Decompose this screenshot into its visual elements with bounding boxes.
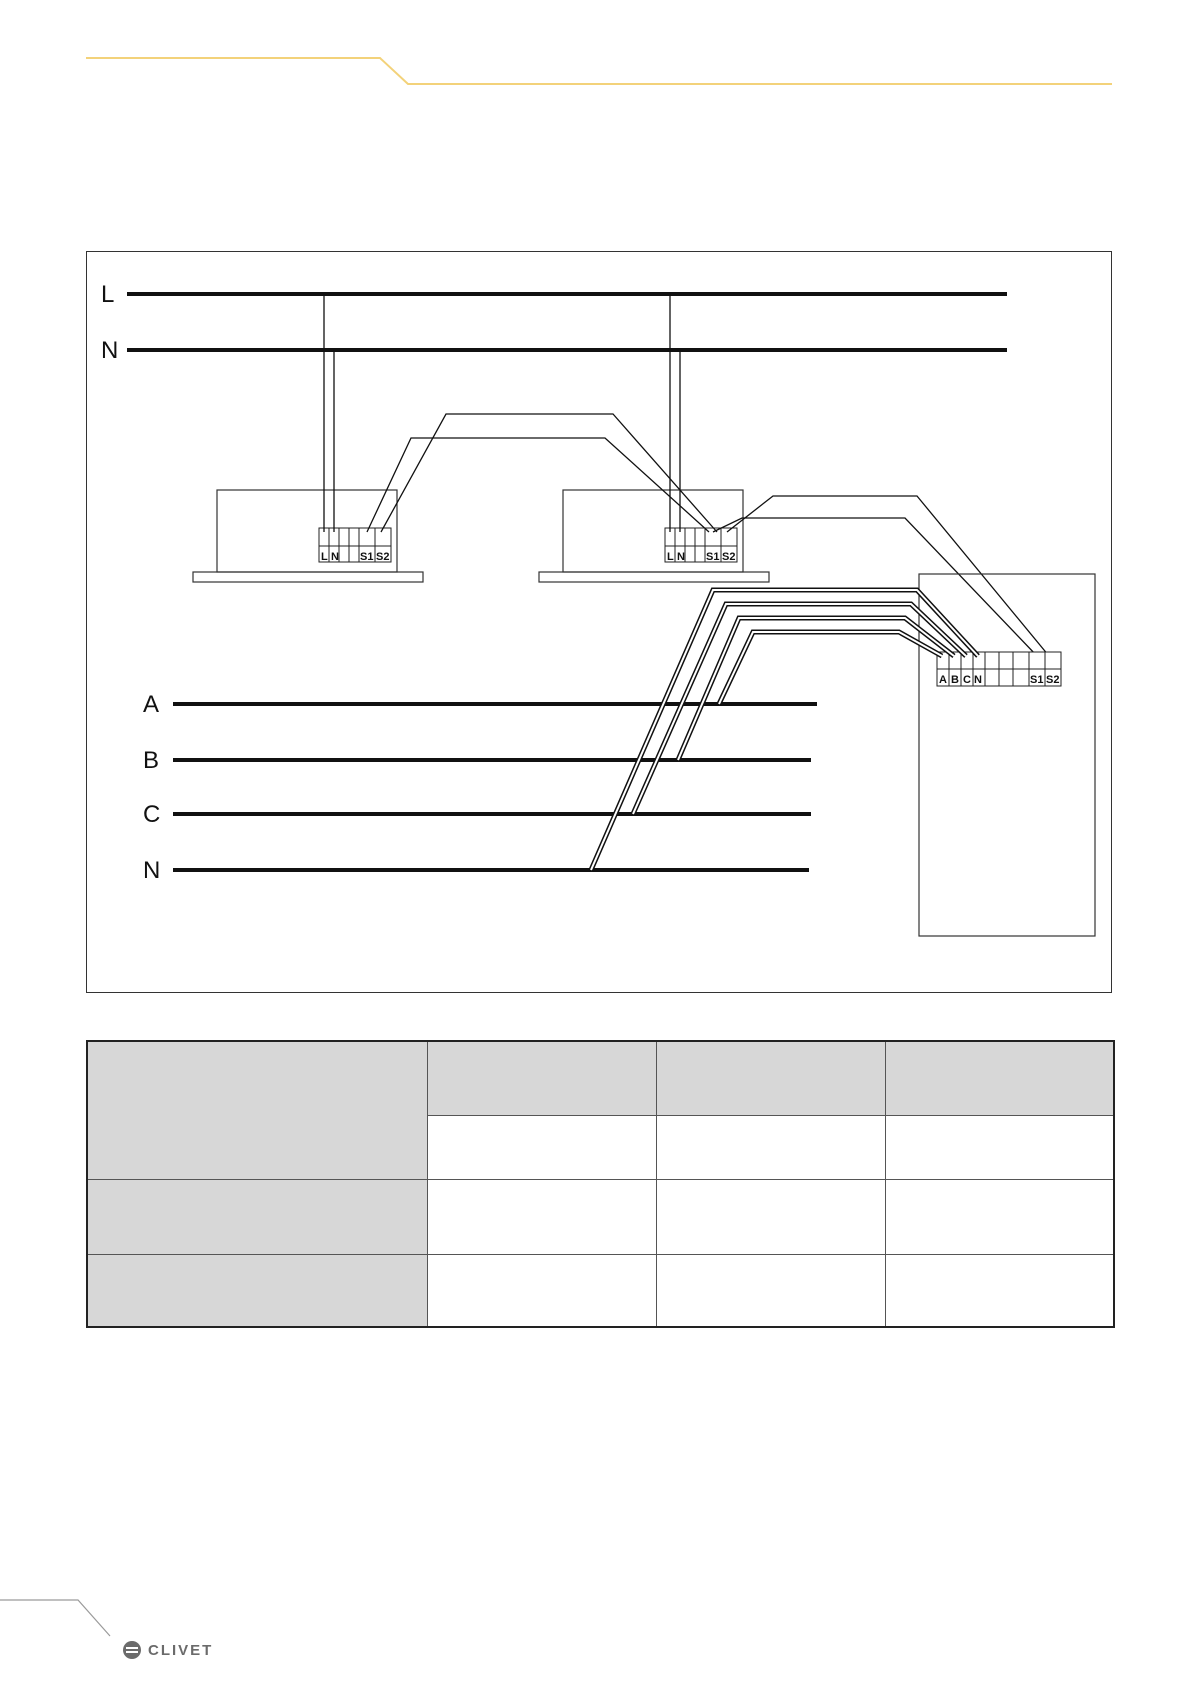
iu1-term-s2: S2 (376, 551, 390, 563)
table-cell (427, 1254, 656, 1327)
table-cell (885, 1115, 1114, 1179)
iu1-term-n: N (331, 551, 339, 563)
iu1-term-s1: S1 (360, 551, 374, 563)
logo-text: CLIVET (148, 1641, 214, 1659)
outdoor-power-cables (591, 590, 978, 870)
wiring-diagram-svg (87, 252, 1113, 994)
table-cell (885, 1179, 1114, 1254)
iu1-term-l: L (321, 551, 328, 563)
odu-term-b: B (951, 674, 959, 686)
footer-accent-line (0, 1580, 140, 1660)
iu2-term-s1: S1 (706, 551, 720, 563)
spec-table (86, 1040, 1115, 1328)
table-cell (87, 1254, 427, 1327)
table-cell (427, 1041, 656, 1115)
bus-label-b: B (143, 747, 160, 774)
odu-term-n: N (974, 674, 982, 686)
bus-label-n: N (143, 857, 161, 884)
outdoor-unit (919, 574, 1095, 936)
table-cell (656, 1179, 885, 1254)
mains-label-l: L (101, 281, 115, 308)
table-cell (656, 1041, 885, 1115)
table-row (87, 1254, 1114, 1327)
iu2-term-l: L (667, 551, 674, 563)
table-cell (885, 1041, 1114, 1115)
table-cell (427, 1179, 656, 1254)
odu-term-a: A (939, 674, 947, 686)
iu2-term-n: N (677, 551, 685, 563)
bus-label-c: C (143, 801, 161, 828)
table-row (87, 1179, 1114, 1254)
clivet-logo (122, 1640, 213, 1660)
odu-term-c: C (963, 674, 971, 686)
bus-label-a: A (143, 691, 160, 718)
table-cell (656, 1254, 885, 1327)
table-cell (427, 1115, 656, 1179)
iu2-term-s2: S2 (722, 551, 736, 563)
odu-term-s2: S2 (1046, 674, 1060, 686)
clivet-logo-icon (122, 1640, 142, 1660)
mains-label-n: N (101, 337, 119, 364)
table-cell (656, 1115, 885, 1179)
table-row (87, 1041, 1114, 1115)
indoor-power-wires (324, 294, 680, 532)
indoor-unit-1 (193, 490, 423, 582)
header-accent-line (0, 0, 1191, 90)
wiring-diagram (86, 251, 1112, 993)
table-cell (87, 1179, 427, 1254)
table-cell (87, 1041, 427, 1179)
odu-term-s1: S1 (1030, 674, 1044, 686)
indoor-unit-2 (539, 490, 769, 582)
table-cell (885, 1254, 1114, 1327)
